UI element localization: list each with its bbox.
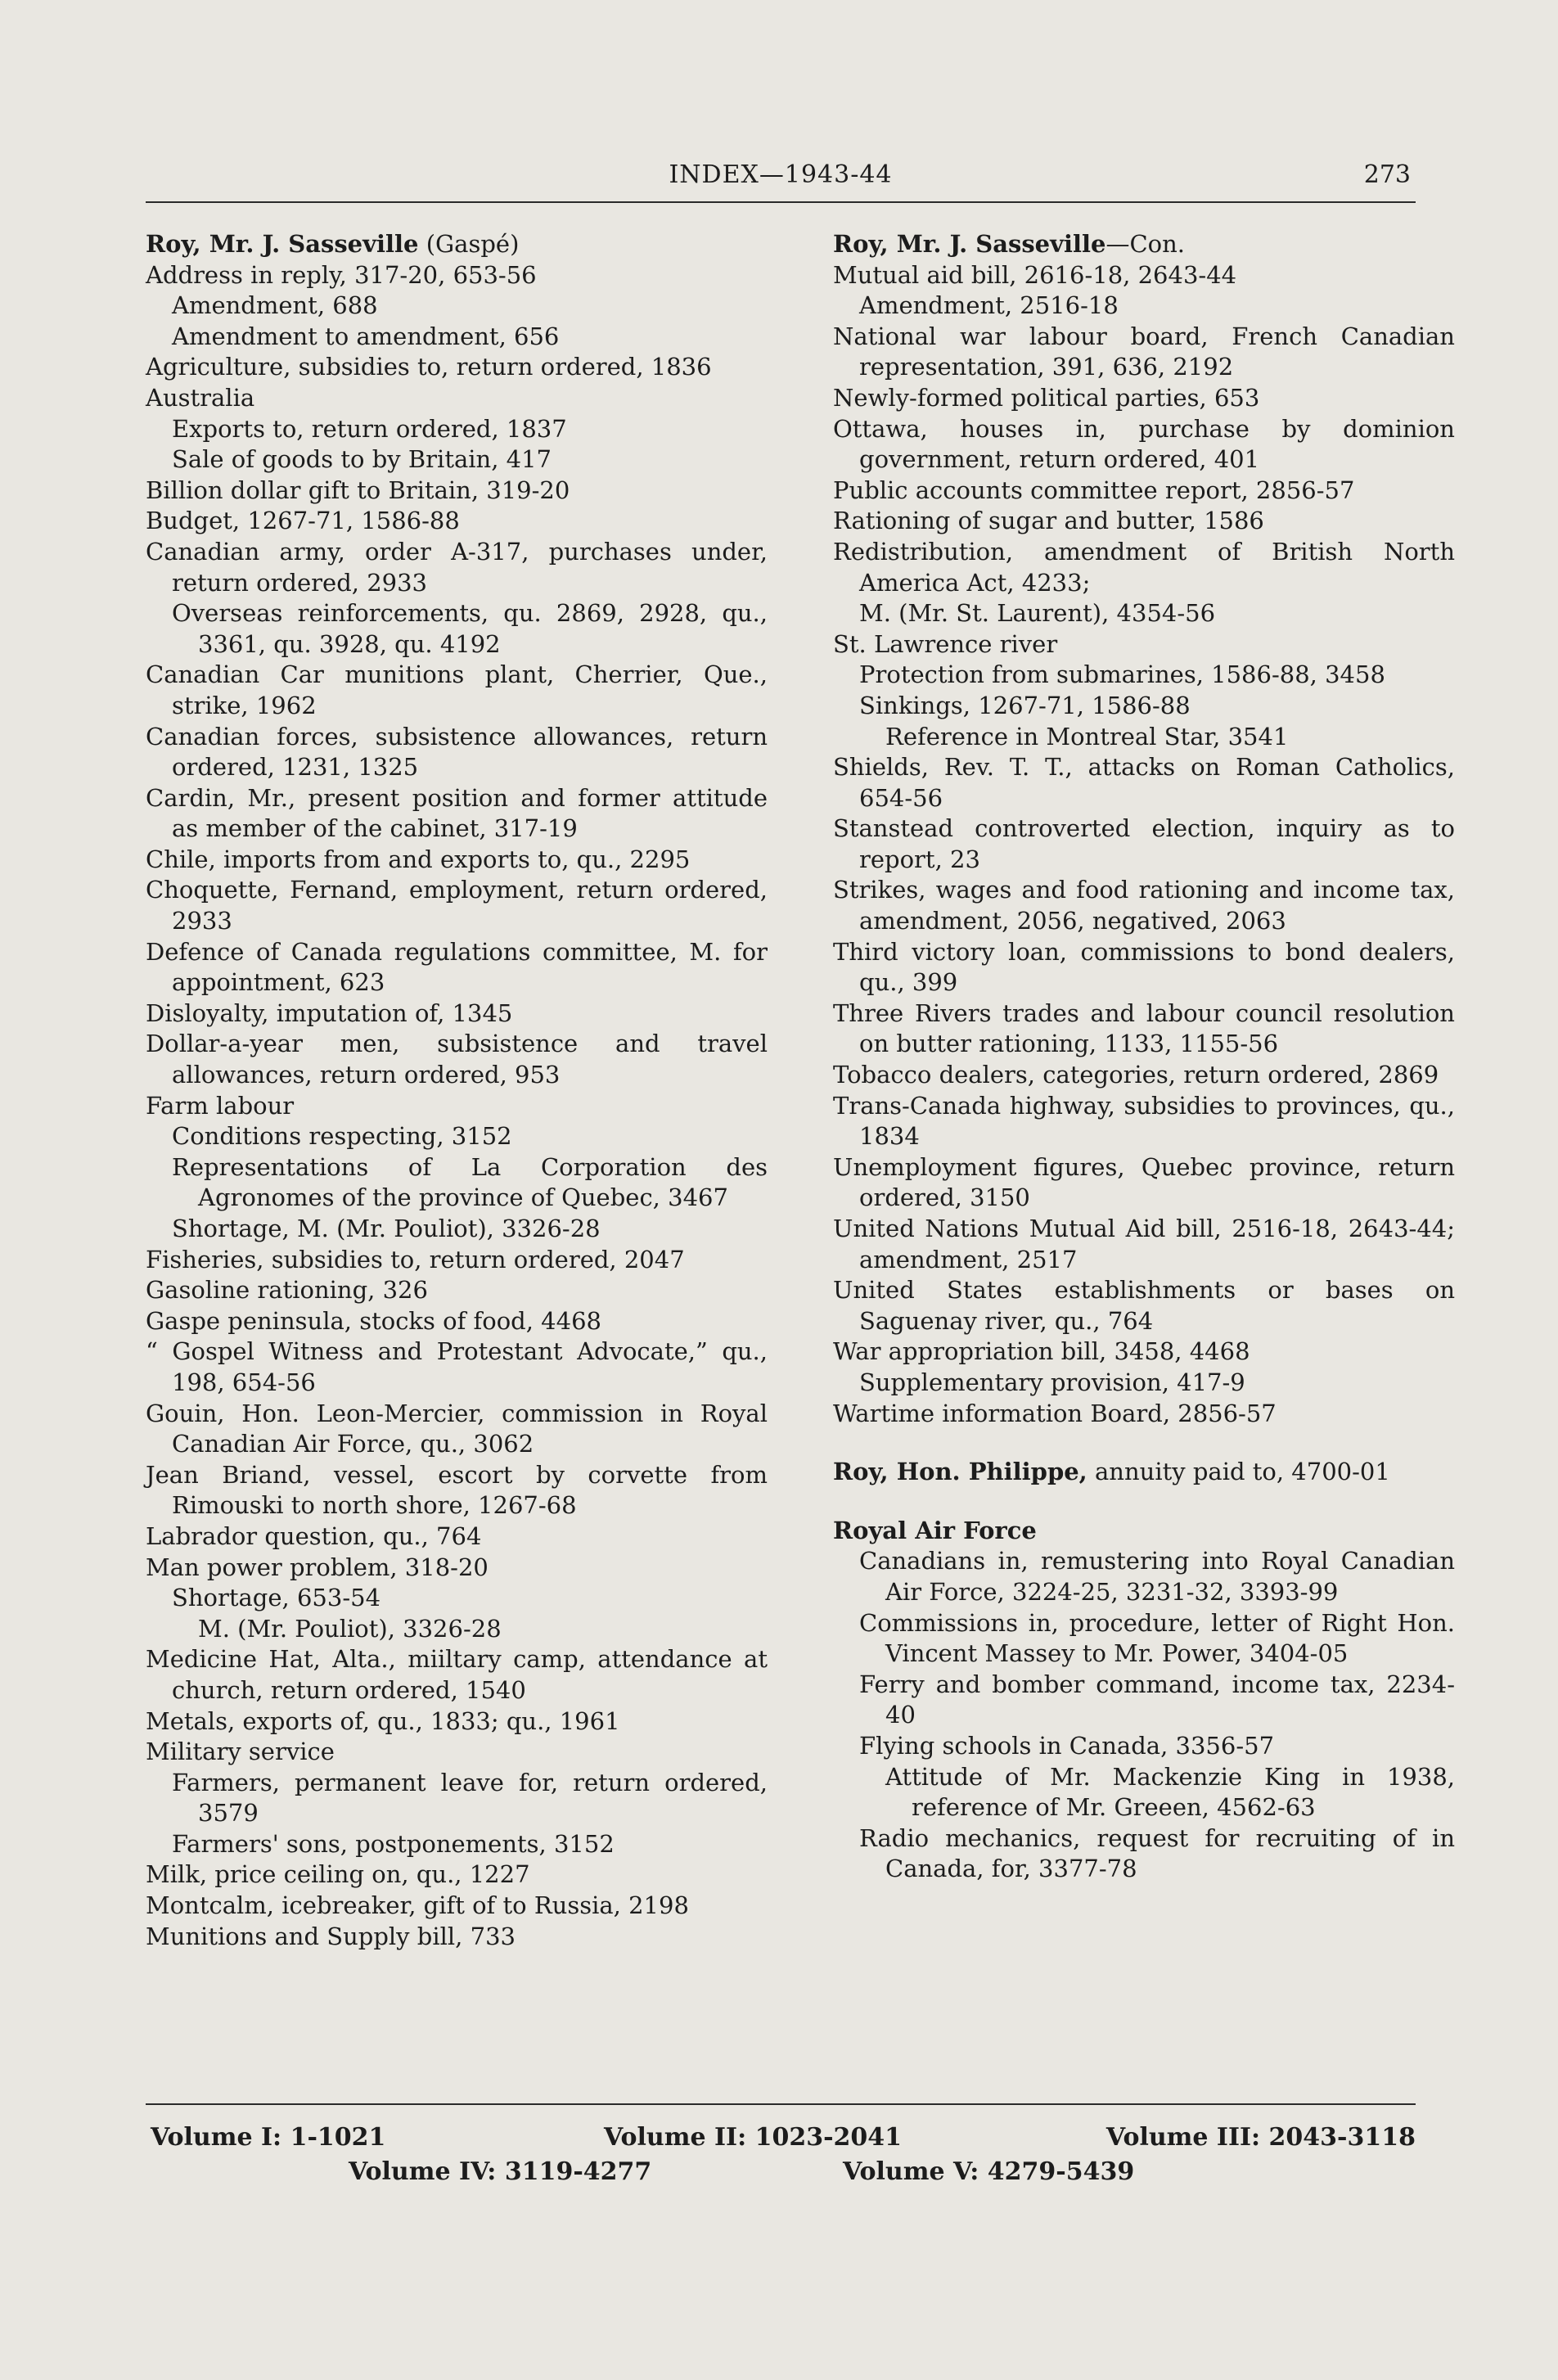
page-header: [146, 160, 1416, 201]
index-entry: Canadian army, order A-317, purchases under, return ordered, 2933: [146, 537, 768, 597]
page-number: 273: [1363, 160, 1411, 189]
index-entry: Conditions respecting, 3152: [172, 1122, 512, 1151]
volume-2-range: Volume II: 1023-2041: [604, 2123, 903, 2152]
page-title: INDEX—1943-44: [669, 160, 893, 189]
index-entry: Sale of goods to by Britain, 417: [172, 445, 552, 474]
volume-3-range: Volume III: 2043-3118: [1105, 2123, 1416, 2152]
index-entry: Reference in Montreal Star, 3541: [885, 722, 1289, 751]
index-entry: Public accounts committee report, 2856-57: [833, 476, 1355, 504]
volume-5-range: Volume V: 4279-5439: [843, 2157, 1135, 2186]
index-entry: Sinkings, 1267-71, 1586-88: [859, 691, 1191, 719]
index-entry: Gouin, Hon. Leon-Mercier, commission in Royal Canadian Air Force, qu., 3062: [146, 1399, 768, 1458]
index-entry: Defence of Canada regulations committee, M. for appointment, 623: [146, 937, 768, 997]
index-entry: Montcalm, icebreaker, gift of to Russia, 2198: [146, 1891, 689, 1920]
heading-rest: (Gaspé): [418, 230, 520, 258]
index-entry: Mutual aid bill, 2616-18, 2643-44: [833, 260, 1237, 289]
header-rule: [146, 201, 1416, 203]
index-entry: Billion dollar gift to Britain, 319-20: [146, 476, 570, 504]
index-entry: Cardin, Mr., present position and former attitude as member of the cabinet, 317-19: [146, 783, 768, 843]
index-entry: Trans-Canada highway, subsidies to provinces, qu., 1834: [833, 1091, 1455, 1151]
index-entry: Gaspe peninsula, stocks of food, 4468: [146, 1306, 601, 1335]
index-entry: Budget, 1267-71, 1586-88: [146, 507, 460, 535]
index-entry: Disloyalty, imputation of, 1345: [146, 998, 513, 1027]
index-entry: St. Lawrence river: [833, 629, 1058, 658]
index-heading: [833, 1516, 1455, 1547]
index-entry: Three Rivers trades and labour council resolution on butter rationing, 1133, 1155-56: [833, 998, 1455, 1058]
index-entry: Chile, imports from and exports to, qu., 2295: [146, 845, 691, 873]
index-entry: Milk, price ceiling on, qu., 1227: [146, 1860, 530, 1889]
index-entry: Redistribution, amendment of British North America Act, 4233;: [833, 537, 1455, 597]
index-entry: Supplementary provision, 417-9: [859, 1368, 1245, 1396]
index-entry: Commissions in, procedure, letter of Right Hon. Vincent Massey to Mr. Power, 3404-05: [859, 1608, 1455, 1668]
index-entry: Third victory loan, commissions to bond dealers, qu., 399: [833, 937, 1455, 997]
index-entry: Tobacco dealers, categories, return ordered, 2869: [833, 1061, 1439, 1089]
index-entry: Shields, Rev. T. T., attacks on Roman Catholics, 654-56: [833, 753, 1455, 812]
index-entry: Canadians in, remustering into Royal Canadian Air Force, 3224-25, 3231-32, 3393-99: [859, 1547, 1455, 1606]
index-entry: National war labour board, French Canadian representation, 391, 636, 2192: [833, 322, 1455, 381]
index-entry: Protection from submarines, 1586-88, 3458: [859, 660, 1385, 689]
index-entry: “ Gospel Witness and Protestant Advocate,” qu., 198, 654-56: [146, 1337, 768, 1396]
index-heading: [146, 229, 768, 260]
heading-name: Roy, Mr. J. Sasseville: [833, 230, 1106, 258]
index-entry: Gasoline rationing, 326: [146, 1276, 428, 1305]
index-entry: United Nations Mutual Aid bill, 2516-18, 2643-44; amendment, 2517: [833, 1215, 1455, 1273]
index-entry: Wartime information Board, 2856-57: [833, 1399, 1277, 1427]
index-entry: Farm labour: [146, 1091, 295, 1120]
index-entry: Australia: [146, 383, 255, 412]
heading-rest: —Con.: [1105, 230, 1186, 258]
index-entry: Newly-formed political parties, 653: [833, 383, 1260, 412]
index-entry: Strikes, wages and food rationing and income tax, amendment, 2056, negatived, 2063: [833, 876, 1455, 935]
index-entry: M. (Mr. St. Laurent), 4354-56: [859, 599, 1216, 628]
index-entry: Stanstead controverted election, inquiry as to report, 23: [833, 814, 1455, 873]
index-entry: Metals, exports of, qu., 1833; qu., 1961: [146, 1706, 620, 1735]
index-entry: Canadian Car munitions plant, Cherrier, Que., strike, 1962: [146, 660, 768, 719]
footer-rule: [146, 2103, 1416, 2105]
index-entry: Shortage, 653-54: [172, 1584, 381, 1612]
heading-rest: annuity paid to, 4700-01: [1087, 1458, 1390, 1486]
index-entry: Agriculture, subsidies to, return ordered, 1836: [146, 353, 712, 381]
left-column: [146, 229, 768, 1952]
index-entry: Ferry and bomber command, income tax, 2234-40: [859, 1670, 1455, 1729]
index-entry: Labrador question, qu., 764: [146, 1521, 482, 1550]
index-entry: Shortage, M. (Mr. Pouliot), 3326-28: [172, 1215, 601, 1242]
heading-name: Royal Air Force: [833, 1516, 1037, 1544]
index-entry: Choquette, Fernand, employment, return ordered, 2933: [146, 876, 768, 935]
index-entry: Farmers' sons, postponements, 3152: [172, 1829, 615, 1858]
right-column: [833, 229, 1455, 1885]
index-entry: Representations of La Corporation des Agronomes of the province of Quebec, 3467: [172, 1152, 768, 1212]
index-entry: Amendment, 688: [172, 291, 378, 320]
index-heading: [833, 1457, 1455, 1488]
index-entry: Man power problem, 318-20: [146, 1553, 489, 1581]
index-entry: Munitions and Supply bill, 733: [146, 1922, 516, 1950]
index-entry: Attitude of Mr. Mackenzie King in 1938, reference of Mr. Greeen, 4562-63: [885, 1762, 1455, 1822]
index-entry: Unemployment figures, Quebec province, return ordered, 3150: [833, 1152, 1455, 1212]
index-entry: Rationing of sugar and butter, 1586: [833, 507, 1264, 535]
volume-4-range: Volume IV: 3119-4277: [349, 2157, 652, 2186]
index-entry: War appropriation bill, 3458, 4468: [833, 1337, 1250, 1366]
index-entry: United States establishments or bases on Saguenay river, qu., 764: [833, 1276, 1455, 1335]
index-entry: Flying schools in Canada, 3356-57: [859, 1731, 1275, 1760]
index-entry: Overseas reinforcements, qu. 2869, 2928, qu., 3361, qu. 3928, qu. 4192: [172, 599, 768, 658]
heading-name: Roy, Mr. J. Sasseville: [146, 230, 419, 258]
index-entry: Amendment to amendment, 656: [172, 322, 560, 350]
index-entry: Radio mechanics, request for recruiting of in Canada, for, 3377-78: [859, 1823, 1455, 1883]
volume-1-range: Volume I: 1-1021: [151, 2123, 386, 2152]
index-entry: Farmers, permanent leave for, return ordered, 3579: [172, 1768, 768, 1828]
index-entry: M. (Mr. Pouliot), 3326-28: [198, 1614, 502, 1643]
index-entry: Amendment, 2516-18: [859, 291, 1119, 320]
index-entry: Canadian forces, subsistence allowances, return ordered, 1231, 1325: [146, 722, 768, 782]
index-heading: [833, 229, 1455, 260]
index-entry: Fisheries, subsidies to, return ordered, 2047: [146, 1245, 685, 1273]
heading-name: Roy, Hon. Philippe,: [833, 1458, 1087, 1486]
index-entry: Address in reply, 317-20, 653-56: [146, 260, 537, 289]
index-entry: Exports to, return ordered, 1837: [172, 414, 567, 443]
index-entry: Dollar-a-year men, subsistence and travel allowances, return ordered, 953: [146, 1030, 768, 1089]
index-entry: Medicine Hat, Alta., miiltary camp, attendance at church, return ordered, 1540: [146, 1645, 768, 1704]
index-entry: Jean Briand, vessel, escort by corvette from Rimouski to north shore, 1267-68: [146, 1460, 768, 1520]
index-entry: Military service: [146, 1738, 335, 1766]
index-entry: Ottawa, houses in, purchase by dominion government, return ordered, 401: [833, 414, 1455, 474]
